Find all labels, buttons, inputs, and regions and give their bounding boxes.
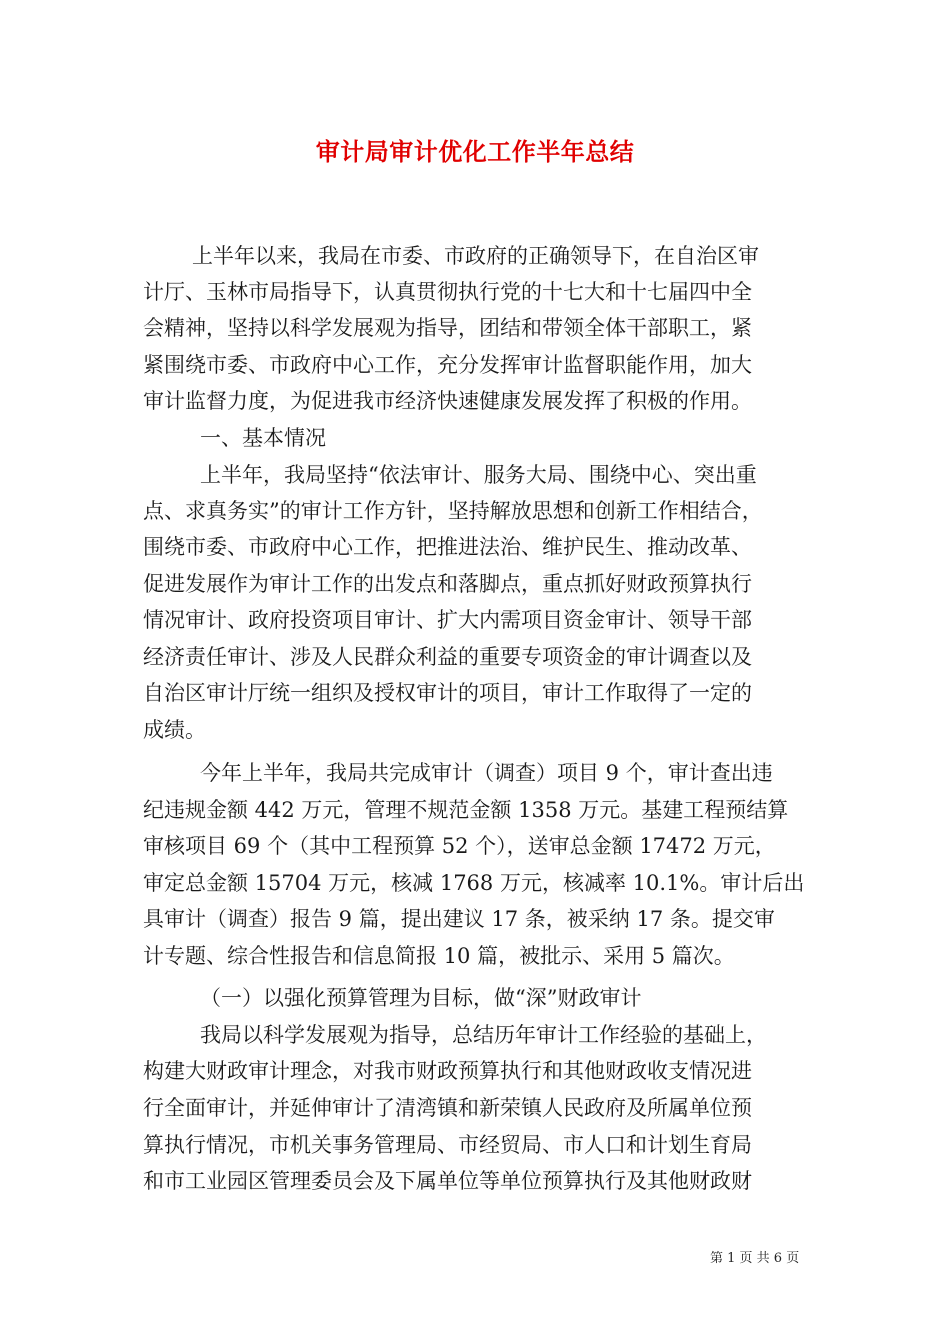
body-line: 计专题、综合性报告和信息简报 10 篇，被批示、采用 5 篇次。 bbox=[143, 944, 735, 968]
section-heading: 一、基本情况 bbox=[200, 426, 326, 450]
body-line: 构建大财政审计理念，对我市财政预算执行和其他财政收支情况进 bbox=[143, 1059, 752, 1083]
body-line: 今年上半年，我局共完成审计（调查）项目 9 个，审计查出违 bbox=[200, 761, 773, 785]
body-line: 自治区审计厅统一组织及授权审计的项目，审计工作取得了一定的 bbox=[143, 681, 752, 705]
document-title: 审计局审计优化工作半年总结 bbox=[315, 137, 635, 166]
subsection-heading: （一）以强化预算管理为目标，做“深”财政审计 bbox=[200, 986, 642, 1010]
body-line: 上半年以来，我局在市委、市政府的正确领导下，在自治区审 bbox=[192, 244, 759, 268]
page-number: 第 1 页 共 6 页 bbox=[710, 1251, 800, 1266]
body-line: 情况审计、政府投资项目审计、扩大内需项目资金审计、领导干部 bbox=[143, 608, 752, 632]
body-line: 审核项目 69 个（其中工程预算 52 个），送审总金额 17472 万元， bbox=[143, 834, 776, 858]
body-line: 算执行情况，市机关事务管理局、市经贸局、市人口和计划生育局 bbox=[143, 1133, 752, 1157]
body-line: 我局以科学发展观为指导，总结历年审计工作经验的基础上， bbox=[200, 1023, 767, 1047]
body-line: 点、求真务实”的审计工作方针，坚持解放思想和创新工作相结合， bbox=[143, 499, 763, 523]
body-line: 经济责任审计、涉及人民群众利益的重要专项资金的审计调查以及 bbox=[143, 645, 752, 669]
body-line: 具审计（调查）报告 9 篇，提出建议 17 条，被采纳 17 条。提交审 bbox=[143, 907, 775, 931]
body-line: 会精神，坚持以科学发展观为指导，团结和带领全体干部职工，紧 bbox=[143, 316, 752, 340]
body-line: 促进发展作为审计工作的出发点和落脚点，重点抓好财政预算执行 bbox=[143, 572, 752, 596]
body-line: 上半年，我局坚持“依法审计、服务大局、围绕中心、突出重 bbox=[200, 463, 757, 487]
body-line: 审定总金额 15704 万元，核减 1768 万元，核减率 10.1%。审计后出 bbox=[143, 871, 805, 895]
body-line: 和市工业园区管理委员会及下属单位等单位预算执行及其他财政财 bbox=[143, 1169, 752, 1193]
body-line: 紧围绕市委、市政府中心工作，充分发挥审计监督职能作用，加大 bbox=[143, 353, 752, 377]
body-line: 计厅、玉林市局指导下，认真贯彻执行党的十七大和十七届四中全 bbox=[143, 280, 752, 304]
body-line: 审计监督力度，为促进我市经济快速健康发展发挥了积极的作用。 bbox=[143, 389, 752, 413]
body-line: 成绩。 bbox=[143, 718, 206, 742]
body-line: 纪违规金额 442 万元，管理不规范金额 1358 万元。基建工程预结算 bbox=[143, 798, 789, 822]
body-line: 行全面审计，并延伸审计了清湾镇和新荣镇人民政府及所属单位预 bbox=[143, 1096, 752, 1120]
body-line: 围绕市委、市政府中心工作，把推进法治、维护民生、推动改革、 bbox=[143, 535, 752, 559]
